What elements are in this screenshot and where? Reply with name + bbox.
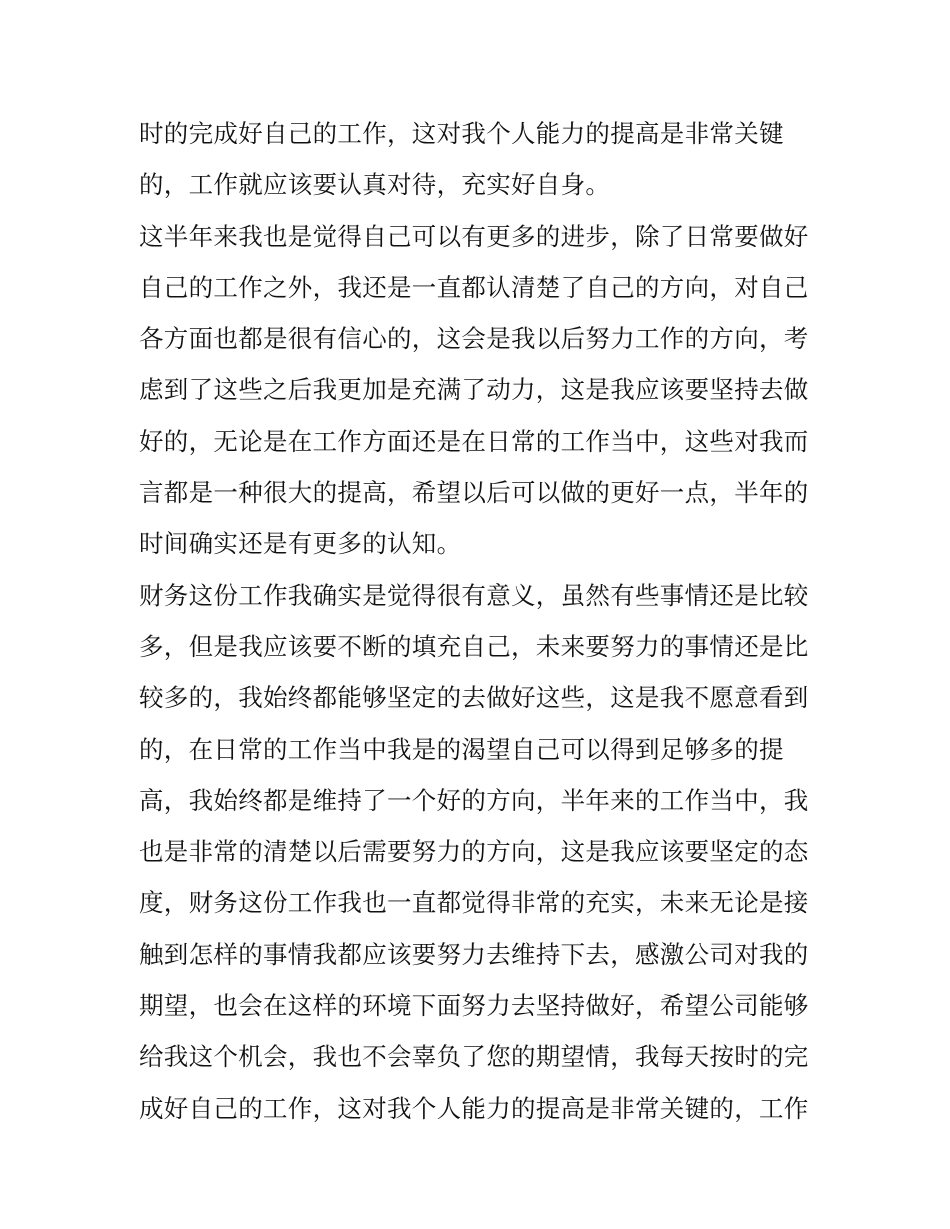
text-line-2: 的，工作就应该要认真对待，充实好自身。: [139, 170, 611, 200]
text-line-5: 各方面也都是很有信心的，这会是我以后努力工作的方向，考: [139, 324, 809, 354]
text-line-14: 高，我始终都是维持了一个好的方向，半年来的工作当中，我: [139, 785, 809, 815]
text-line-1: 时的完成好自己的工作，这对我个人能力的提高是非常关键: [139, 119, 784, 148]
text-line-7: 好的，无论是在工作方面还是在日常的工作当中，这些对我而: [139, 426, 809, 456]
text-line-4: 自己的工作之外，我还是一直都认清楚了自己的方向，对自己: [139, 272, 809, 302]
text-line-8: 言都是一种很大的提高，希望以后可以做的更好一点，半年的: [139, 478, 809, 508]
text-line-17: 触到怎样的事情我都应该要努力去维持下去，感激公司对我的: [139, 939, 809, 969]
text-line-18: 期望，也会在这样的环境下面努力去坚持做好，希望公司能够: [139, 991, 809, 1021]
text-line-3: 这半年来我也是觉得自己可以有更多的进步，除了日常要做好: [139, 221, 809, 251]
text-line-11: 多，但是我应该要不断的填充自己，未来要努力的事情还是比: [139, 631, 809, 661]
body-text: [139, 108, 819, 1134]
text-line-12: 较多的，我始终都能够坚定的去做好这些，这是我不愿意看到: [139, 683, 809, 713]
text-line-19: 给我这个机会，我也不会辜负了您的期望情，我每天按时的完: [139, 1042, 809, 1072]
text-line-6: 虑到了这些之后我更加是充满了动力，这是我应该要坚持去做: [139, 375, 809, 405]
text-line-20: 成好自己的工作，这对我个人能力的提高是非常关键的，工作: [139, 1093, 809, 1123]
text-line-10: 财务这份工作我确实是觉得很有意义，虽然有些事情还是比较: [139, 580, 809, 610]
text-line-15: 也是非常的清楚以后需要努力的方向，这是我应该要坚定的态: [139, 837, 809, 867]
text-line-9: 时间确实还是有更多的认知。: [139, 529, 462, 559]
text-line-13: 的，在日常的工作当中我是的渴望自己可以得到足够多的提: [139, 734, 784, 764]
text-line-16: 度，财务这份工作我也一直都觉得非常的充实，未来无论是接: [139, 888, 809, 918]
